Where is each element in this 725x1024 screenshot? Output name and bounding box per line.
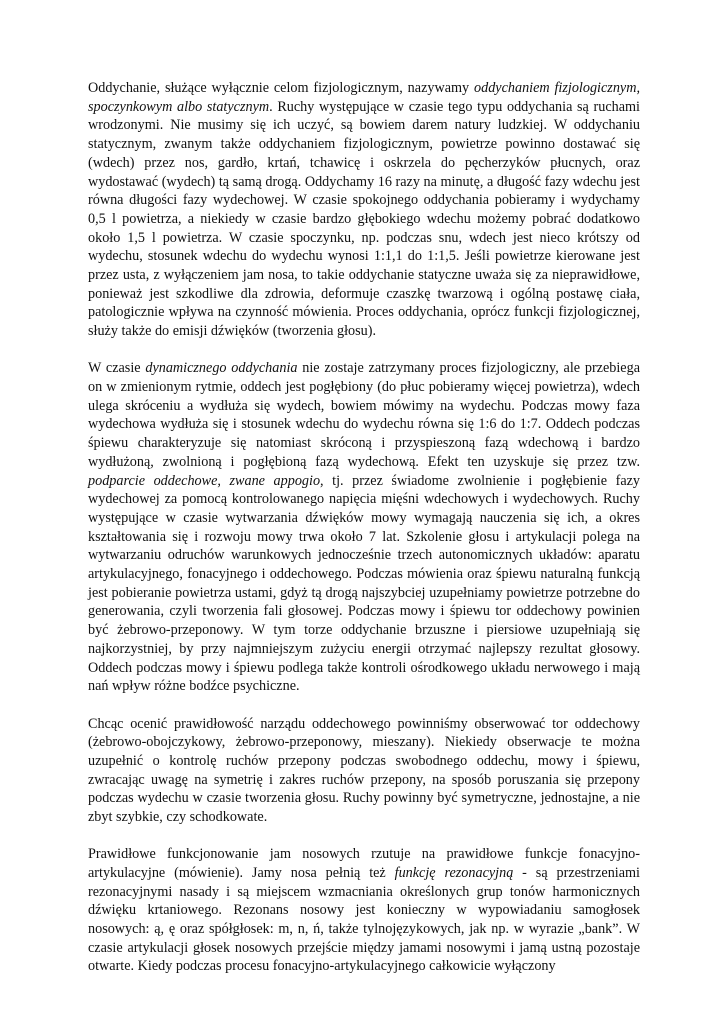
italic-term: funkcję rezonacyjną: [394, 864, 514, 881]
paragraph-static-breathing: [88, 79, 640, 341]
text-segment: - są przestrzeniami rezonacyjnymi nasady i są miejscem wzmacniania określonych grup tonów harmonicznych dźwięku krtaniowego. Rezonans nosowy jest konieczny w wypowiadaniu samogłosek nosowych: ą, ę oraz spółgłosek: m, n, ń, także tylnojęzykowych, jak np. w wyrazie „bank”. W czasie artykulacji głosek nosowych przejście między jamami nosowymi i jamą ustną pozostaje otwarte. Kiedy podczas procesu fonacyjno-artykulacyjnego całkowicie wyłączony: [88, 864, 641, 975]
italic-term: podparcie oddechowe, zwane appogio: [88, 472, 321, 489]
text-segment: , tj. przez świadome zwolnienie i pogłębienie fazy wydechowej za pomocą kontrolowanego napięcia mięśni wdechowych i wydechowych. Ruchy występujące w czasie wytwarzania dźwięków mowy wymagają nauczenia się ich, a okres kształtowania się i rozwoju mowy trwa około 7 lat. Szkolenie głosu i artykulacji polega na wytwarzaniu odruchów warunkowych jednocześnie trzech autonomicznych układów: aparatu artykulacyjnego, fonacyjnego i oddechowego. Podczas mówienia oraz śpiewu naturalną funkcją jest pobieranie powietrza ustami, gdyż tą drogą najszybciej uzupełniamy powietrze potrzebne do generowania, czyli tworzenia fali głosowej. Podczas mowy i śpiewu tor oddechowy powinien być żebrowo-przeponowy. W tym torze oddychanie brzuszne i piersiowe uzupełniają się najkorzystniej, by przy najmniejszym zużyciu energii otrzymać najlepszy rezultat głosowy. Oddech podczas mowy i śpiewu podlega także kontroli ośrodkowego układu nerwowego i mają nań wpływ różne bodźce psychiczne.: [88, 472, 641, 695]
paragraph-nasal-resonance: [88, 845, 640, 976]
paragraph-breathing-assessment: [88, 715, 640, 827]
paragraph-dynamic-breathing: [88, 359, 640, 696]
italic-term: dynamicznego oddychania: [145, 360, 298, 377]
text-segment: Oddychanie, służące wyłącznie celom fizjologicznym, nazywamy: [88, 80, 474, 96]
text-segment: W czasie: [88, 360, 146, 377]
italic-term: oddychaniem fizjologicznym, spoczynkowym albo statycznym: [88, 80, 641, 115]
text-segment: Prawidłowe funkcjonowanie jam nosowych rzutuje na prawidłowe funkcje fonacyjno-artykulacyjne (mówienie). Jamy nosa pełnią też: [88, 846, 640, 881]
document-page: [88, 79, 640, 995]
text-segment: . Ruchy występujące w czasie tego typu oddychania są ruchami wrodzonymi. Nie musimy się ich uczyć, są bowiem darem natury ludzkiej. W oddychaniu statycznym, zwanym także oddychaniem fizjologicznym, powietrze powinno dostawać się (wdech) przez nos, gardło, krtań, tchawicę i oskrzela do pęcherzyków płucnych, oraz wydostawać (wydech) tą samą drogą. Oddychamy 16 razy na minutę, a długość fazy wdechu jest równa długości fazy wydechowej. W czasie spokojnego oddychania pobieramy i wydychamy 0,5 l powietrza, a niekiedy w czasie bardzo głębokiego wdechu możemy pobrać dodatkowo około 1,5 l powietrza. W czasie spoczynku, np. podczas snu, wdech jest nieco krótszy od wydechu, stosunek wdechu do wydechu wynosi 1:1,1 do 1:1,5. Jeśli powietrze kierowane jest przez usta, z wyłączeniem jam nosa, to takie oddychanie statyczne uważa się za nieprawidłowe, ponieważ jest szkodliwe dla zdrowia, deformuje czaszkę twarzową i ogólną postawę ciała, patologicznie wpływa na czynność mówienia. Proces oddychania, oprócz funkcji fizjologicznej, służy także do emisji dźwięków (tworzenia głosu).: [88, 98, 640, 340]
text-segment: Chcąc ocenić prawidłowość narządu oddechowego powinniśmy obserwować tor oddechowy (żebrowo-obojczykowy, żebrowo-przeponowy, mieszany). Niekiedy obserwacje te można uzupełnić o kontrolę ruchów przepony podczas swobodnego oddechu, mowy i śpiewu, zwracając uwagę na symetrię i zakres ruchów przepony, na sposób poruszania się przepony podczas wydechu w czasie tworzenia głosu. Ruchy powinny być symetryczne, jednostajne, a nie zbyt szybkie, czy schodkowate.: [88, 715, 640, 826]
text-segment: nie zostaje zatrzymany proces fizjologiczny, ale przebiega on w zmienionym rytmie, oddech jest pogłębiony (do płuc pobieramy więcej powietrza), wdech ulega skróceniu a wydłuża się wydech, bowiem mówimy na wydechu. Podczas mowy faza wydechowa wydłuża się i stosunek wdechu do wydechu równa się 1:6 do 1:7. Oddech podczas śpiewu charakteryzuje się natomiast skróconą i przyspieszoną fazą wdechową i bardzo wydłużoną, zwolnioną i pogłębioną fazą wydechową. Efekt ten uzyskuje się przez tzw.: [88, 360, 640, 470]
